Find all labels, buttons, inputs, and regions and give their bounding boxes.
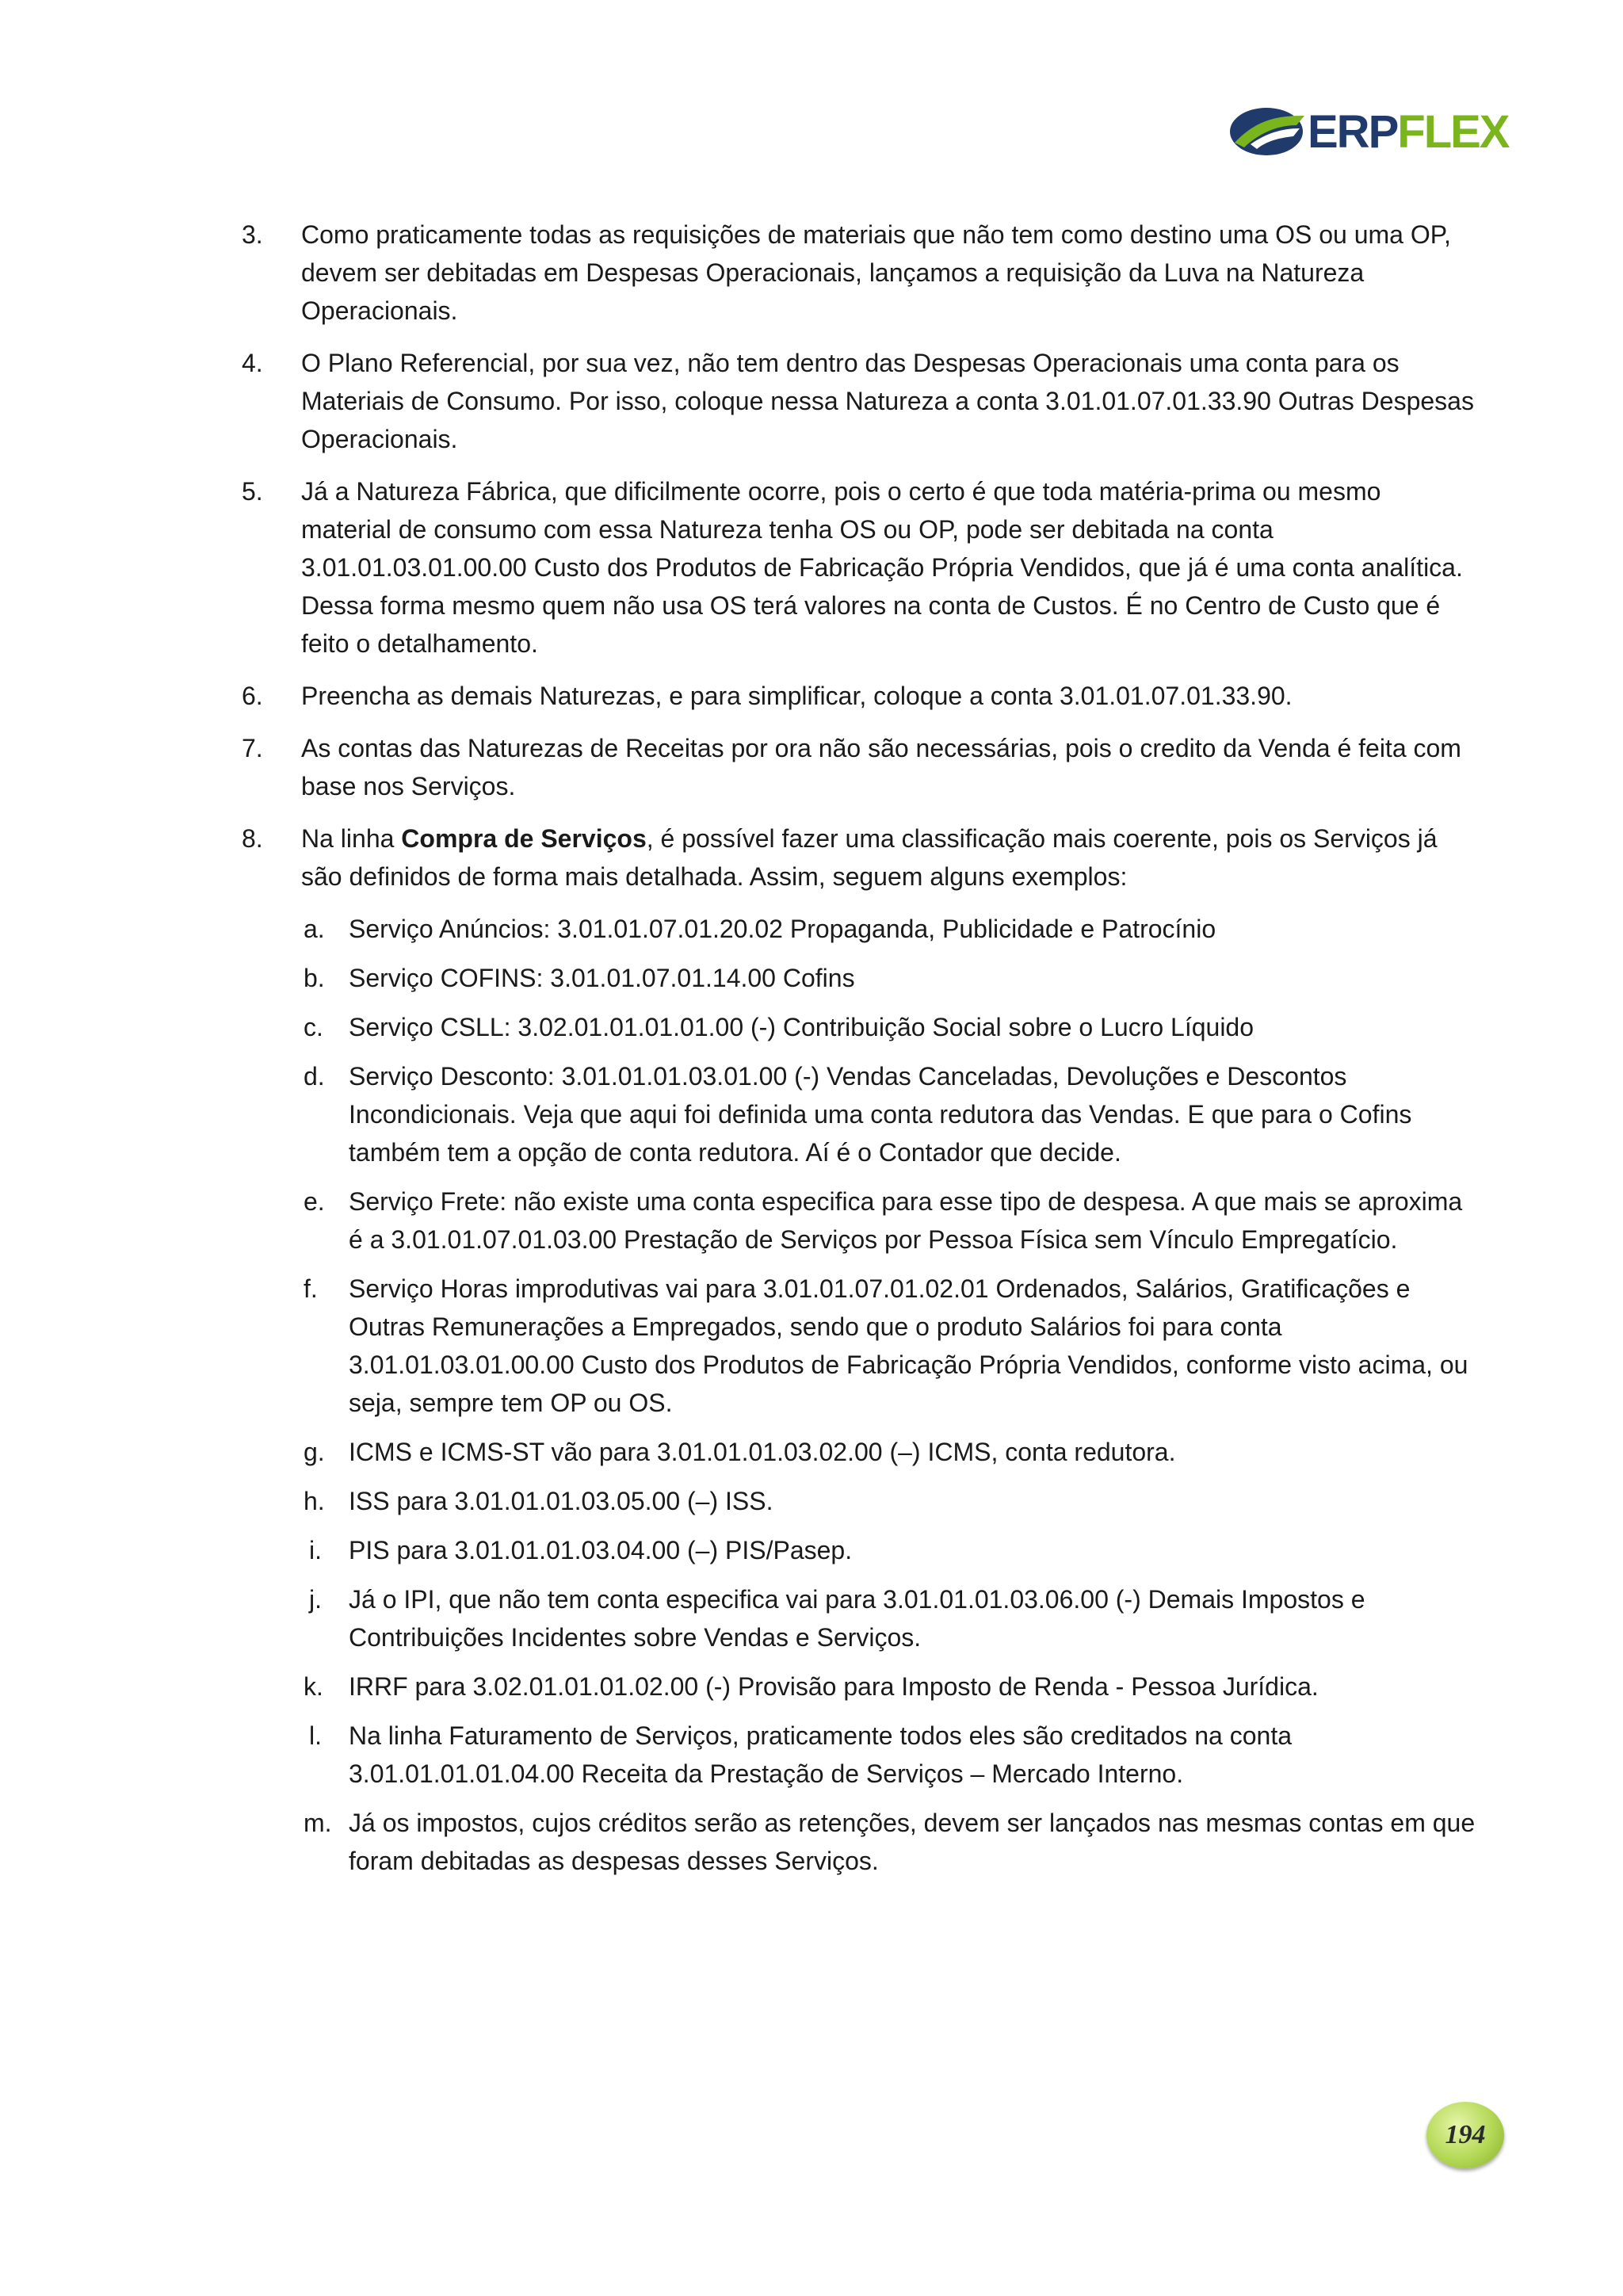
list-item-8 <box>242 819 1478 896</box>
sub-item-letter: h. <box>304 1487 325 1515</box>
item-text: As contas das Naturezas de Receitas por ora não são necessárias, pois o credito da Venda é feita com base nos Serviços. <box>301 734 1461 800</box>
item-number: 6. <box>242 682 263 710</box>
logo-flex: FLEX <box>1397 106 1509 158</box>
sub-item-letter: m. <box>304 1809 332 1837</box>
sub-item-letter: b. <box>304 964 325 992</box>
sub-item-text: Serviço CSLL: 3.02.01.01.01.01.00 (-) Contribuição Social sobre o Lucro Líquido <box>349 1013 1254 1041</box>
sub-item-text: Na linha Faturamento de Serviços, praticamente todos eles são creditados na conta 3.01.01.01.01.04.00 Receita da Prestação de Serviços – Mercado Interno. <box>349 1721 1292 1788</box>
sub-item-letter: j. <box>309 1585 322 1614</box>
sub-item-j <box>242 1580 1478 1656</box>
sub-item-letter: d. <box>304 1062 325 1091</box>
sub-item-l <box>242 1717 1478 1793</box>
logo-erp: ERP <box>1308 106 1398 158</box>
item-text-before: Na linha <box>301 824 402 853</box>
sub-item-letter: l. <box>309 1721 322 1750</box>
item-text-bold: Compra de Serviços <box>401 824 647 853</box>
sub-item-m <box>242 1804 1478 1880</box>
sub-item-i <box>242 1531 1478 1569</box>
sub-item-letter: e. <box>304 1187 325 1216</box>
sub-item-c <box>242 1008 1478 1046</box>
item-text: Já a Natureza Fábrica, que dificilmente ocorre, pois o certo é que toda matéria-prima ou mesmo material de consumo com essa Natureza tenha OS ou OP, pode ser debitada na conta 3.01.01.03.01.00.00 Custo dos Produtos de Fabricação Própria Vendidos, que já é uma conta analítica. Dessa forma mesmo quem não usa OS terá valores na conta de Custos. É no Centro de Custo que é feito o detalhamento. <box>301 477 1463 658</box>
list-item-5 <box>242 472 1478 663</box>
sub-item-text: ISS para 3.01.01.01.03.05.00 (–) ISS. <box>349 1487 773 1515</box>
sub-item-k <box>242 1668 1478 1706</box>
sub-item-text: Já os impostos, cujos créditos serão as retenções, devem ser lançados nas mesmas contas em que foram debitadas as despesas desses Serviços. <box>349 1809 1476 1875</box>
sub-item-e <box>242 1182 1478 1259</box>
sub-item-letter: a. <box>304 915 325 943</box>
page-number-badge <box>1426 2102 1504 2168</box>
item-text: Preencha as demais Naturezas, e para simplificar, coloque a conta 3.01.01.07.01.33.90. <box>301 682 1293 710</box>
sub-item-letter: c. <box>304 1013 323 1041</box>
list-item-4 <box>242 344 1478 458</box>
sub-item-g <box>242 1433 1478 1471</box>
sub-item-a <box>242 910 1478 948</box>
sub-item-f <box>242 1270 1478 1422</box>
sub-item-text: IRRF para 3.02.01.01.01.02.00 (-) Provisão para Imposto de Renda - Pessoa Jurídica. <box>349 1672 1319 1701</box>
sub-item-text: Serviço Anúncios: 3.01.01.07.01.20.02 Propaganda, Publicidade e Patrocínio <box>349 915 1216 943</box>
item-number: 7. <box>242 734 263 762</box>
sub-item-text: Serviço Horas improdutivas vai para 3.01.01.07.01.02.01 Ordenados, Salários, Gratificações e Outras Remunerações a Empregados, sendo que o produto Salários foi para conta 3.01.01.03.01.00.00 Custo dos Produtos de Fabricação Própria Vendidos, conforme visto acima, ou seja, sempre tem OP ou OS. <box>349 1274 1468 1417</box>
sub-item-text: Serviço Desconto: 3.01.01.01.03.01.00 (-) Vendas Canceladas, Devoluções e Descontos Incondicionais. Veja que aqui foi definida uma conta redutora das Vendas. E que para o Cofins também tem a opção de conta redutora. Aí é o Contador que decide. <box>349 1062 1412 1167</box>
sub-item-letter: i. <box>309 1536 322 1564</box>
item-number: 8. <box>242 824 263 853</box>
sub-item-text: ICMS e ICMS-ST vão para 3.01.01.01.03.02.00 (–) ICMS, conta redutora. <box>349 1438 1176 1466</box>
erpflex-logo-text <box>1308 103 1509 162</box>
sub-item-letter: g. <box>304 1438 325 1466</box>
sub-item-d <box>242 1057 1478 1171</box>
item-text-after: , é possível fazer uma classificação mais coerente, pois os Serviços já são definidos de forma mais detalhada. Assim, seguem alguns exemplos: <box>301 824 1438 891</box>
item-number: 3. <box>242 220 263 249</box>
item-number: 4. <box>242 349 263 377</box>
page-number: 194 <box>1445 2120 1486 2149</box>
sub-item-text: Serviço COFINS: 3.01.01.07.01.14.00 Cofins <box>349 964 855 992</box>
sub-item-text: Já o IPI, que não tem conta especifica vai para 3.01.01.01.03.06.00 (-) Demais Impostos e Contribuições Incidentes sobre Vendas e Serviços. <box>349 1585 1365 1652</box>
list-item-3 <box>242 216 1478 330</box>
sub-item-h <box>242 1482 1478 1520</box>
document-body <box>242 216 1478 1891</box>
sub-item-text: PIS para 3.01.01.01.03.04.00 (–) PIS/Pasep. <box>349 1536 853 1564</box>
sub-item-text: Serviço Frete: não existe uma conta especifica para esse tipo de despesa. A que mais se aproxima é a 3.01.01.07.01.03.00 Prestação de Serviços por Pessoa Física sem Vínculo Empregatício. <box>349 1187 1463 1254</box>
item-text: O Plano Referencial, por sua vez, não tem dentro das Despesas Operacionais uma conta para os Materiais de Consumo. Por isso, coloque nessa Natureza a conta 3.01.01.07.01.33.90 Outras Despesas Operacionais. <box>301 349 1474 453</box>
item-number: 5. <box>242 477 263 506</box>
item-text: Como praticamente todas as requisições de materiais que não tem como destino uma OS ou uma OP, devem ser debitadas em Despesas Operacionais, lançamos a requisição da Luva na Natureza Operacionais. <box>301 220 1451 325</box>
list-item-6 <box>242 677 1478 715</box>
sub-item-letter: k. <box>304 1672 323 1701</box>
sub-item-b <box>242 959 1478 997</box>
sub-item-letter: f. <box>304 1274 318 1303</box>
list-item-7 <box>242 729 1478 805</box>
